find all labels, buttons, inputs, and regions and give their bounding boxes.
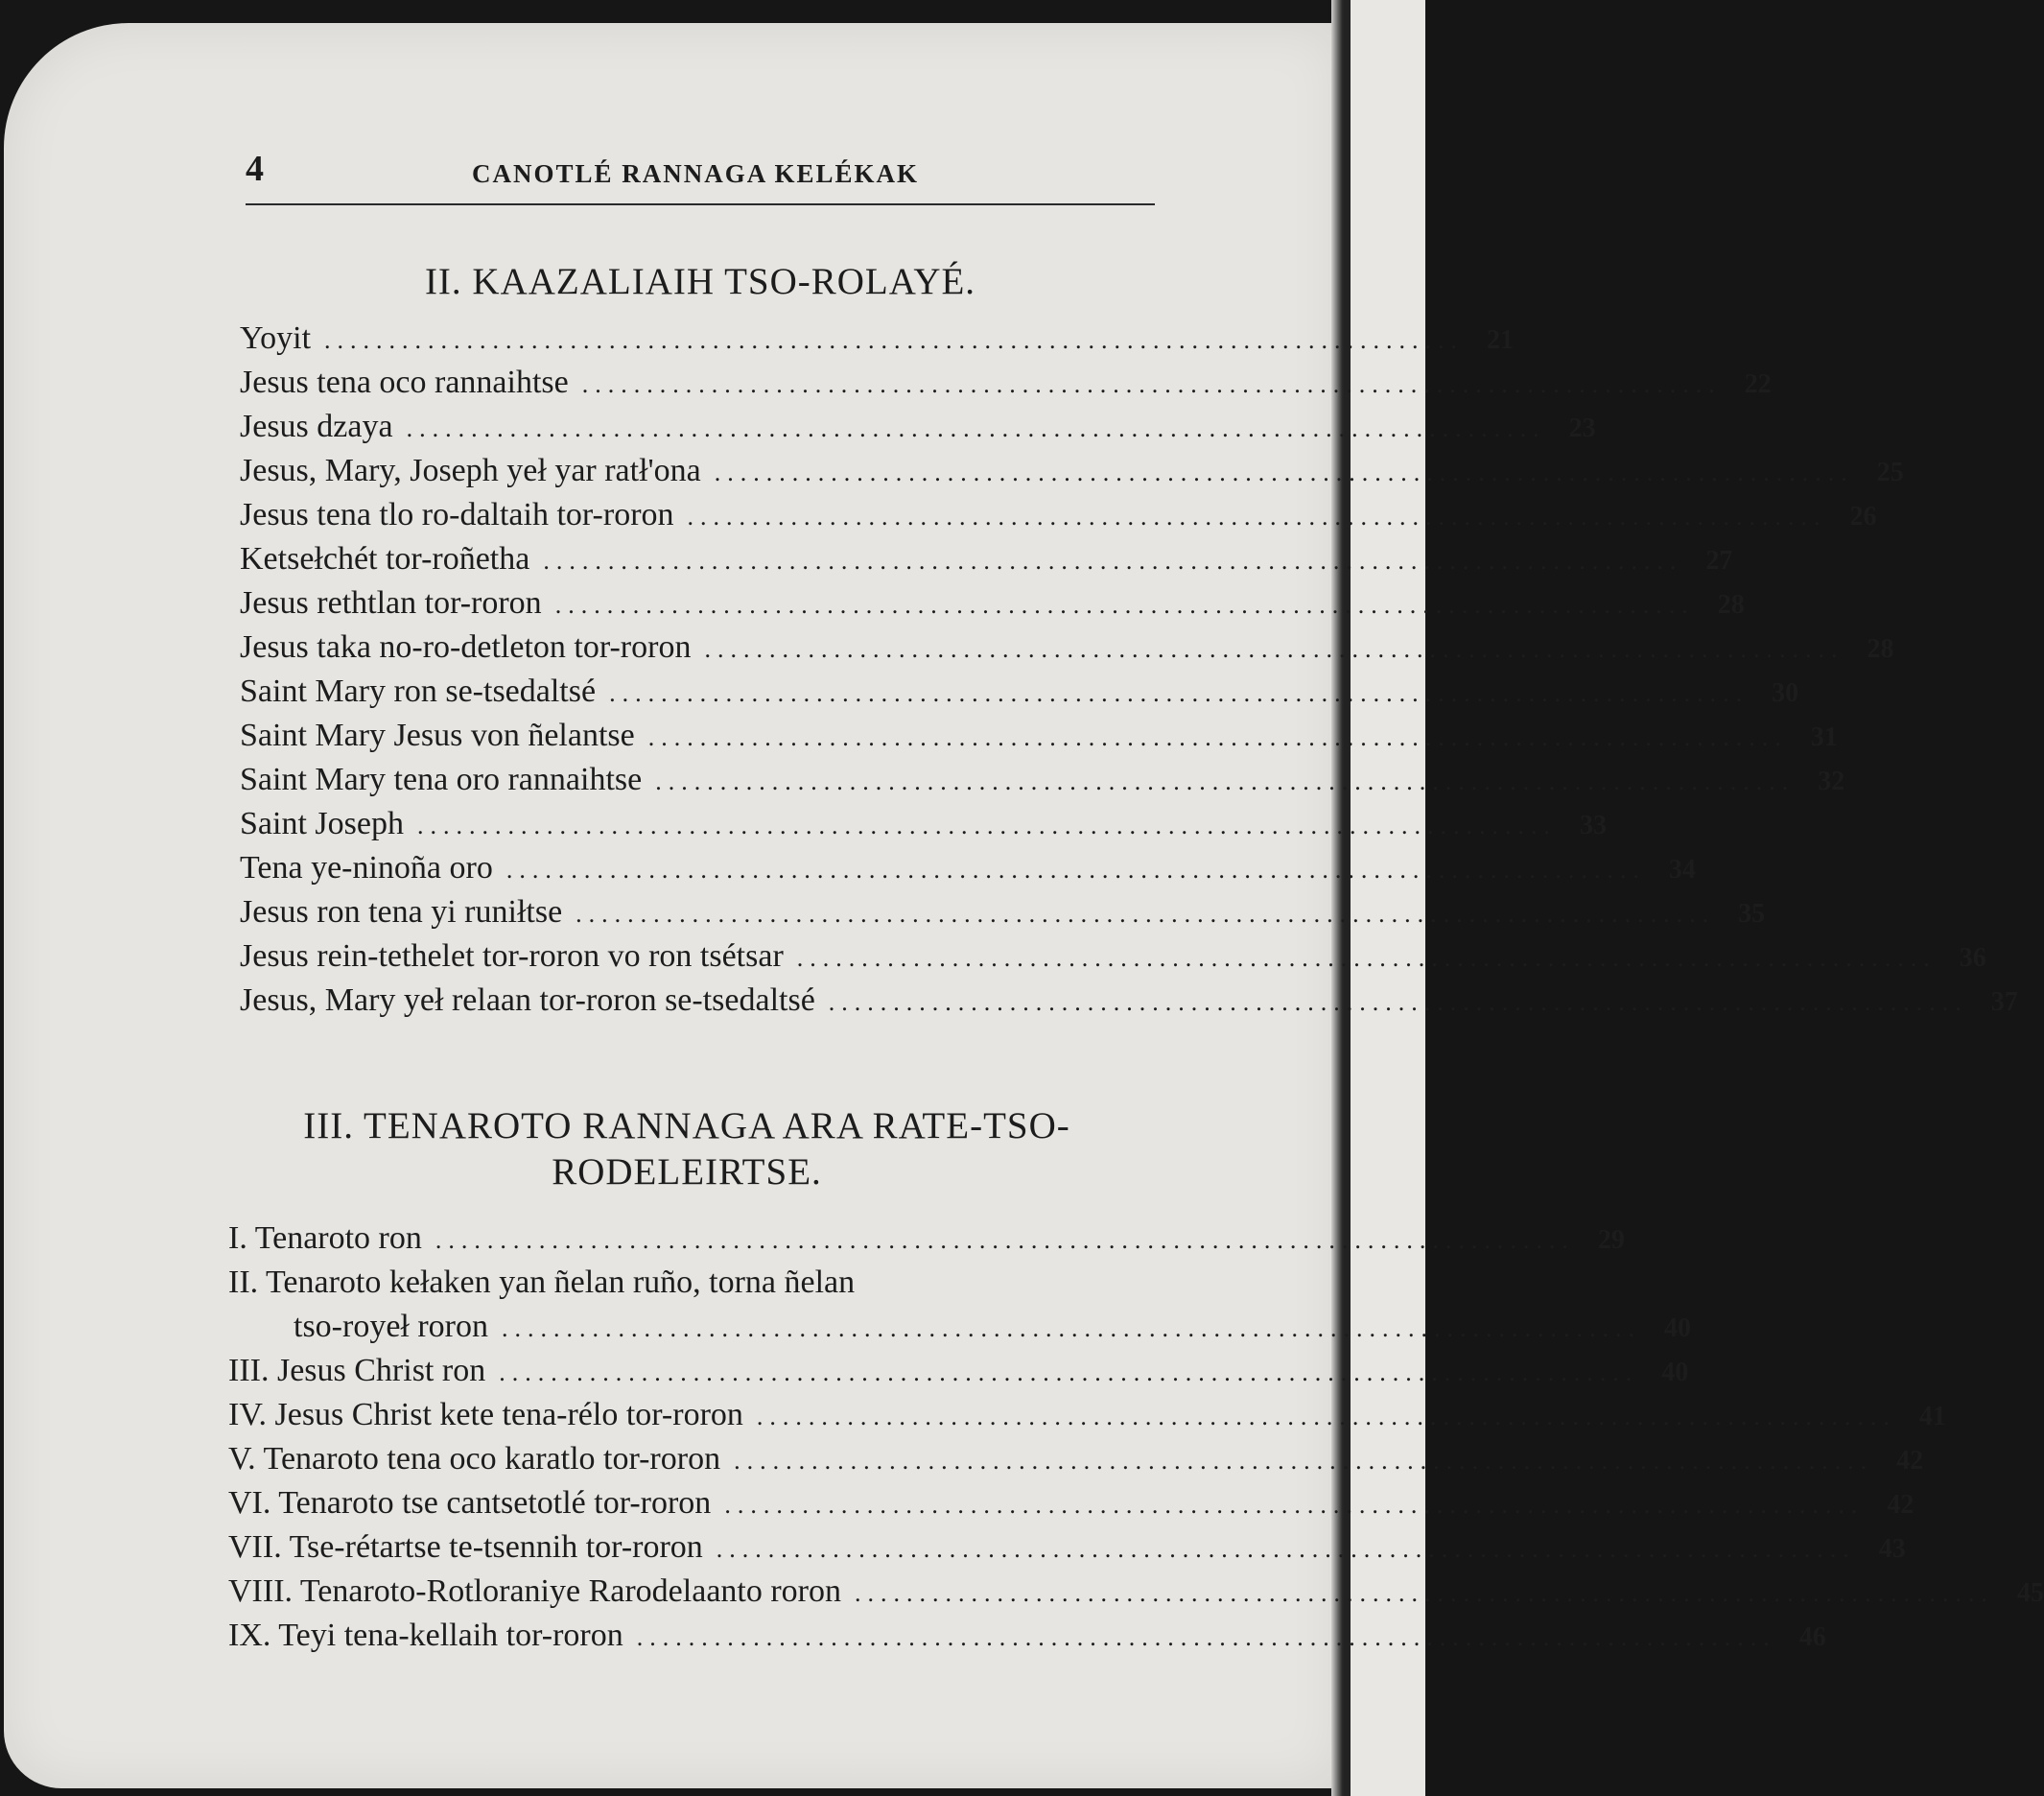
toc-entry (240, 537, 1733, 581)
toc-entry (228, 1349, 1689, 1393)
toc-entry (228, 1261, 1692, 1349)
toc-entry-label: Jesus rethtlan tor-roron (240, 585, 542, 621)
toc-entry (228, 1393, 1946, 1437)
dot-leader: ........................................................................................ (647, 723, 1788, 751)
dot-leader: ........................................................................................ (576, 900, 1716, 928)
toc-entry-label: Jesus, Mary yeł relaan tor-roron se-tsedaltsé (240, 982, 815, 1018)
toc-entry (240, 405, 1596, 449)
toc-entry-page: 40 (1664, 1313, 1692, 1343)
toc-entry-label: Saint Joseph (240, 806, 404, 841)
dot-leader: ........................................................................................ (714, 459, 1854, 486)
dot-leader: ........................................................................................ (324, 326, 1465, 354)
toc-entry-label: Jesus dzaya (240, 409, 393, 444)
toc-entry (228, 1217, 1625, 1261)
toc-entry (240, 361, 1772, 405)
toc-entry-label: Saint Mary ron se-tsedaltsé (240, 674, 597, 709)
dot-leader: ........................................................................................ (435, 1226, 1575, 1254)
toc-entry-label: V. Tenaroto tena oco karatlo tor-roron (228, 1441, 721, 1477)
toc-entry-page: 42 (1896, 1446, 1924, 1476)
toc-entry-page: 45 (2017, 1578, 2044, 1608)
toc-entry-label: VII. Tse-rétartse te-tsennih tor-roron (228, 1529, 703, 1565)
toc-entry (240, 890, 1766, 934)
toc-entry (240, 449, 1904, 493)
dot-leader: ........................................................................................ (796, 944, 1937, 972)
dot-leader: ........................................................................................ (416, 812, 1557, 839)
toc-entry-page: 28 (1867, 634, 1894, 664)
dot-leader: ........................................................................................ (502, 1314, 1642, 1342)
dot-leader: ........................................................................................ (505, 856, 1646, 884)
dot-leader: ........................................................................................ (636, 1623, 1776, 1651)
dot-leader: ........................................................................................ (406, 414, 1546, 442)
toc-entry (240, 670, 1799, 714)
toc-entry-label: Jesus taka no-ro-detleton tor-roron (240, 629, 692, 665)
toc-entry-page: 42 (1887, 1490, 1915, 1520)
toc-entry-continuation (228, 1305, 1692, 1349)
dot-leader: ........................................................................................ (581, 370, 1722, 398)
toc-entry-label: II. Tenaroto kełaken yan ñelan ruño, torna ñelan (228, 1264, 856, 1300)
dot-leader: ........................................................................................ (724, 1491, 1865, 1519)
toc-entry (240, 802, 1607, 846)
toc-entry (240, 493, 1877, 537)
section-3-title (226, 1103, 1147, 1195)
toc-entry-page: 46 (1798, 1622, 1826, 1652)
dot-leader: ........................................................................................ (499, 1359, 1639, 1386)
section-3-list (228, 1217, 2044, 1658)
section-2-title: II. KAAZALIAIH TSO-ROLAYÉ. (424, 261, 976, 302)
toc-entry-label: III. Jesus Christ ron (228, 1353, 486, 1388)
dot-leader: ........................................................................................ (734, 1447, 1874, 1475)
toc-entry (228, 1570, 2044, 1614)
toc-entry-label: VI. Tenaroto tse cantsetotlé tor-roron (228, 1485, 712, 1521)
dot-leader: ........................................................................................ (716, 1535, 1856, 1563)
dot-leader: ........................................................................................ (855, 1579, 1994, 1607)
toc-entry-label: Tena ye-ninoña oro (240, 850, 493, 886)
toc-entry-label: Yoyit (240, 320, 312, 356)
toc-entry-page: 35 (1738, 899, 1766, 929)
toc-entry-page: 36 (1959, 943, 1986, 973)
toc-entry-page: 33 (1579, 811, 1607, 840)
toc-entry-label: Jesus rein-tethelet tor-roron vo ron tsétsar (240, 938, 784, 974)
toc-entry (228, 1525, 1906, 1570)
toc-entry-page: 25 (1876, 458, 1904, 487)
running-head (246, 144, 1155, 205)
dot-leader: ........................................................................................ (655, 768, 1796, 795)
toc-entry (240, 581, 1745, 626)
dot-leader: ........................................................................................ (609, 679, 1750, 707)
page-number: 4 (246, 149, 264, 189)
toc-entry (240, 846, 1696, 890)
toc-entry-label: Ketsełchét tor-roñetha (240, 541, 530, 577)
toc-entry-label: Jesus tena oco rannaihtse (240, 365, 569, 400)
toc-entry (228, 1437, 1924, 1481)
section-3-title-line-2: RODELEIRTSE. (552, 1151, 822, 1193)
toc-entry-page: 31 (1810, 722, 1838, 752)
toc-entry (228, 1614, 1826, 1658)
toc-entry-page: 27 (1705, 546, 1733, 576)
toc-entry-label: Saint Mary Jesus von ñelantse (240, 718, 635, 753)
toc-entry-label: Saint Mary tena oro rannaihtse (240, 762, 643, 797)
toc-entry-page: 34 (1668, 855, 1696, 885)
toc-entry-page: 43 (1878, 1534, 1906, 1564)
toc-entry-label-continued: tso-royeł roron (294, 1309, 489, 1344)
toc-entry-page: 29 (1597, 1225, 1625, 1255)
toc-entry-page: 30 (1772, 678, 1799, 708)
dot-leader: ........................................................................................ (543, 547, 1683, 575)
toc-entry-label: IV. Jesus Christ kete tena-rélo tor-roron (228, 1397, 743, 1432)
toc-entry (240, 714, 1838, 758)
dot-leader: ........................................................................................ (687, 503, 1827, 531)
toc-entry-label: VIII. Tenaroto-Rotloraniye Rarodelaanto roron (228, 1573, 841, 1609)
toc-entry (240, 317, 1515, 361)
toc-entry (240, 934, 1986, 979)
toc-entry-page: 37 (1990, 987, 2018, 1017)
toc-entry-label: IX. Teyi tena-kellaih tor-roron (228, 1618, 623, 1653)
toc-entry (240, 979, 2018, 1023)
section-3-title-line-1: III. TENAROTO RANNAGA ARA RATE-TSO- (303, 1105, 1070, 1146)
section-2-list (240, 317, 2018, 1023)
toc-entry-page: 32 (1818, 767, 1845, 796)
toc-entry-page: 22 (1744, 369, 1772, 399)
toc-entry-page: 21 (1487, 325, 1515, 355)
book-title: CANOTLÉ RANNAGA KELÉKAK (472, 159, 920, 188)
dot-leader: ........................................................................................ (704, 635, 1844, 663)
toc-entry-page: 41 (1918, 1402, 1946, 1431)
toc-entry-page: 28 (1717, 590, 1745, 620)
toc-entry-label: Jesus, Mary, Joseph yeł yar ratł'ona (240, 453, 701, 488)
toc-entry-label: Jesus tena tlo ro-daltaih tor-roron (240, 497, 674, 532)
toc-entry-page: 26 (1849, 502, 1877, 532)
toc-entry (240, 626, 1894, 670)
dot-leader: ........................................................................................ (828, 988, 1968, 1016)
toc-entry-label: I. Tenaroto ron (228, 1220, 422, 1256)
dot-leader: ........................................................................................ (756, 1403, 1896, 1430)
toc-entry-page: 40 (1661, 1358, 1689, 1387)
dot-leader: ........................................................................................ (554, 591, 1695, 619)
toc-entry-label: Jesus ron tena yi runiłtse (240, 894, 563, 930)
toc-entry-page: 23 (1568, 414, 1596, 443)
toc-entry (228, 1481, 1915, 1525)
toc-entry (240, 758, 1845, 802)
